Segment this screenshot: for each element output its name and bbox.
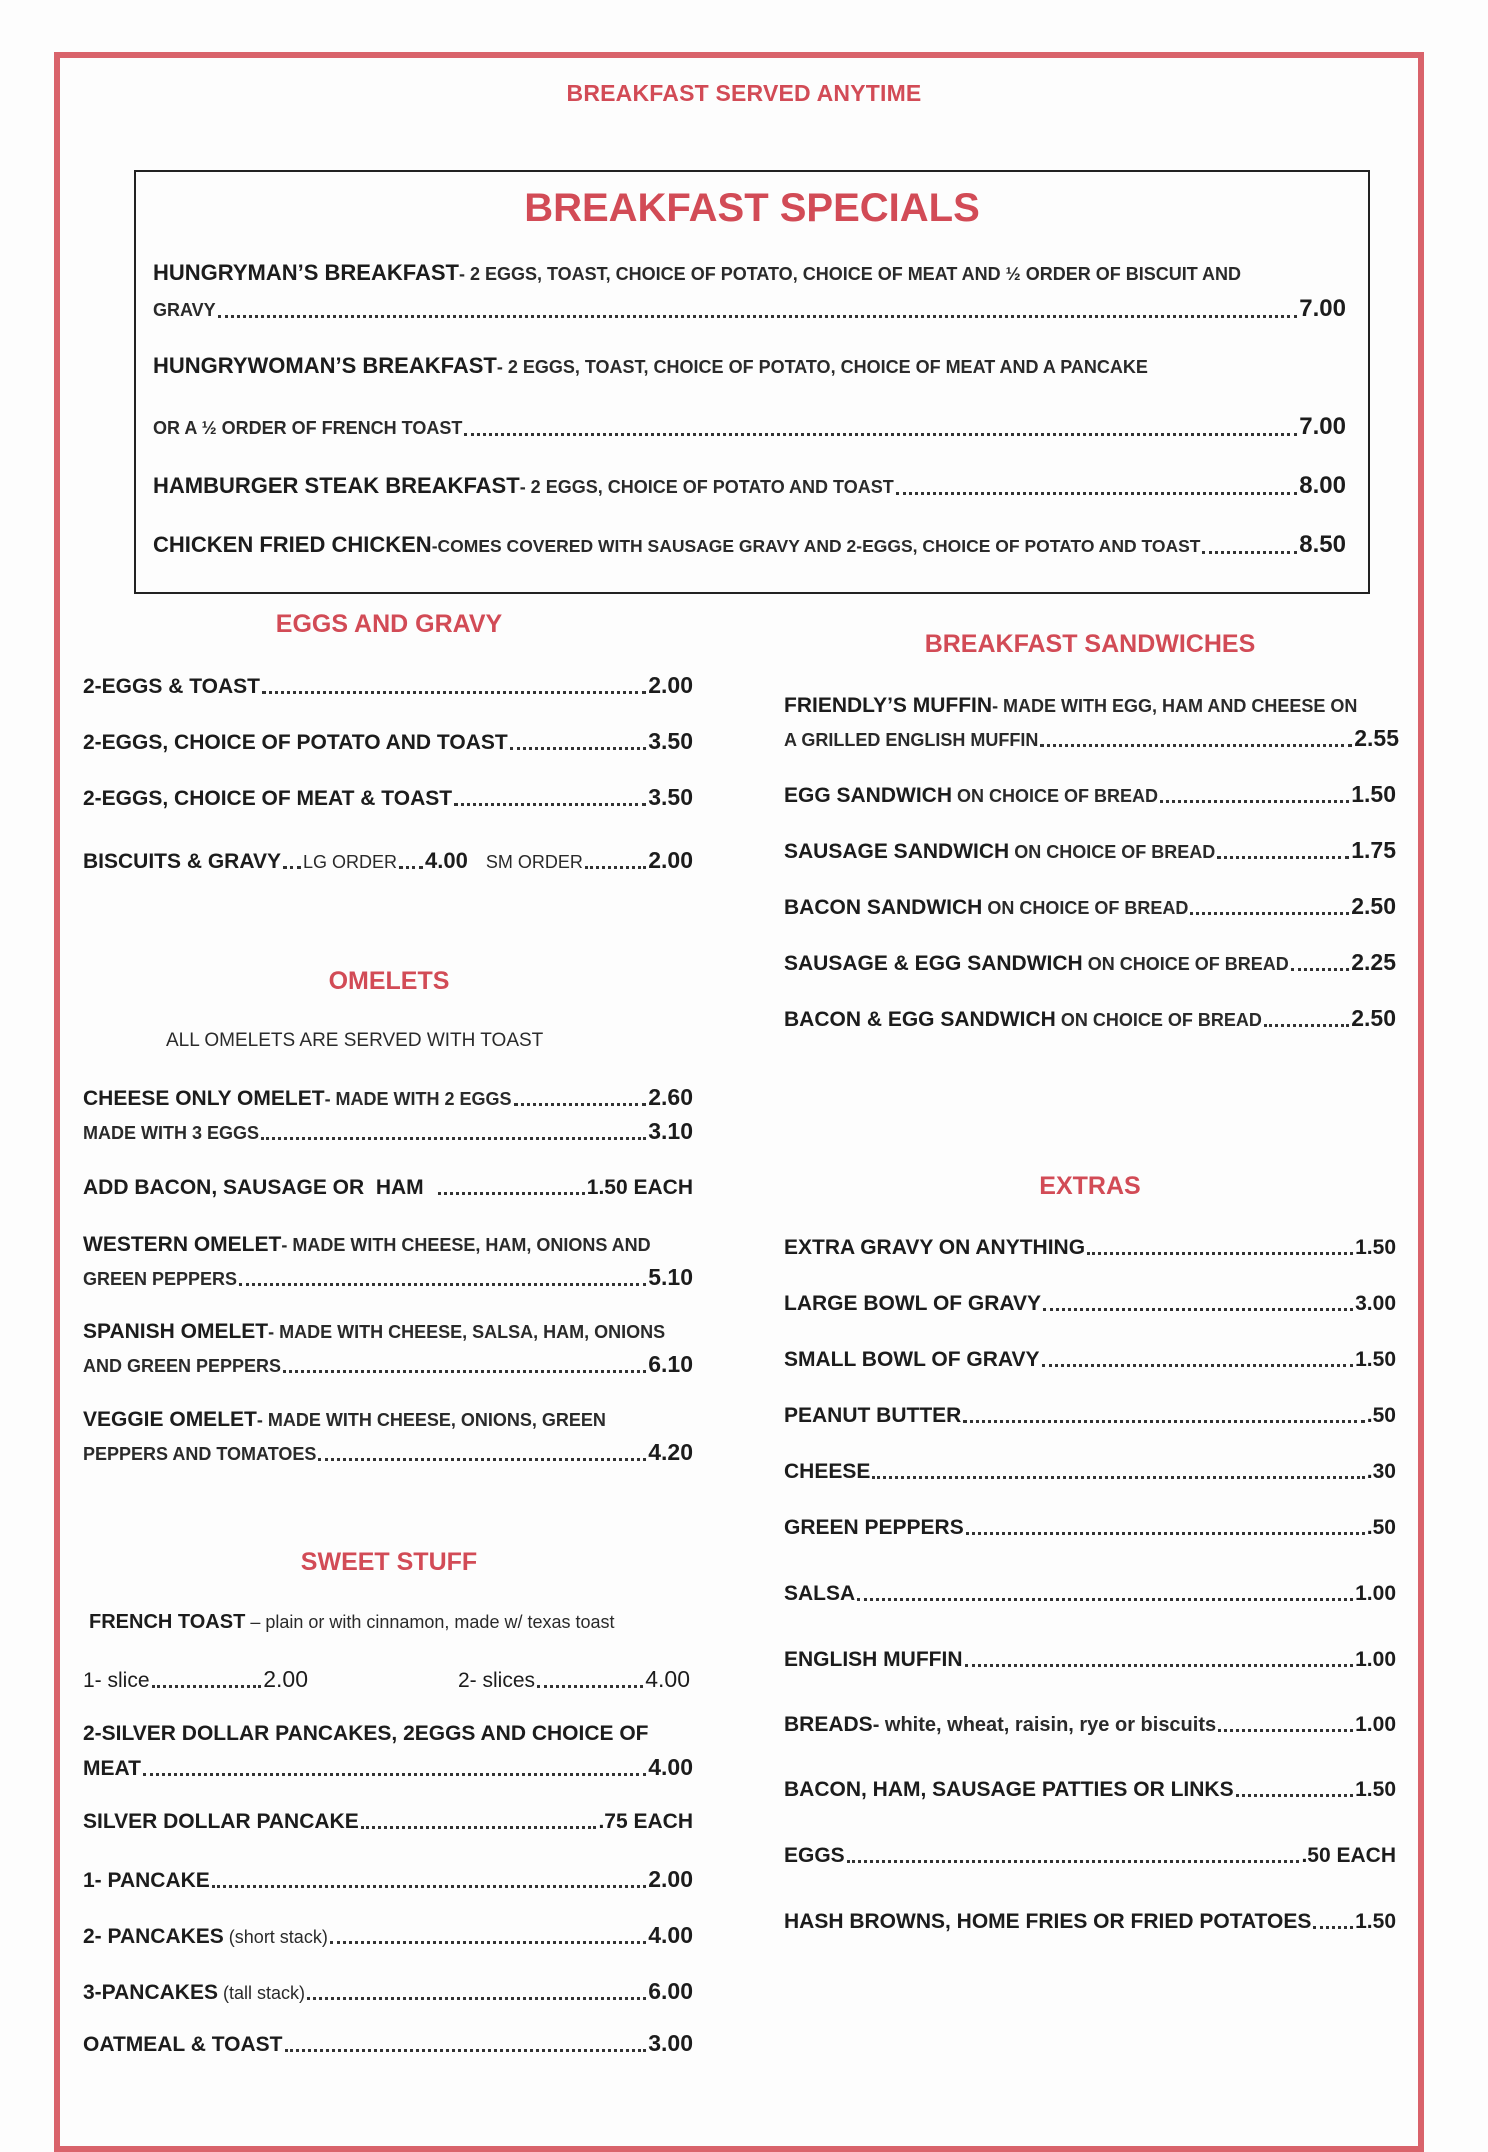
dot-leader (872, 1476, 1364, 1479)
item-name: SAUSAGE & EGG SANDWICH (784, 952, 1083, 975)
item-price: 3.50 (648, 784, 693, 810)
item-price: .30 (1366, 1460, 1396, 1483)
item-name: BISCUITS & GRAVY (83, 850, 281, 873)
item-price: 1.50 (1355, 1778, 1396, 1801)
dot-leader (239, 1283, 646, 1286)
item-name: BACON SANDWICH (784, 896, 983, 919)
item-price: 2.50 (1351, 1005, 1396, 1031)
menu-item-small-bowl-gravy (784, 1348, 1396, 1372)
item-price: 5.10 (648, 1264, 693, 1290)
item-name: BACON & EGG SANDWICH (784, 1008, 1056, 1031)
item-price: 6.10 (648, 1351, 693, 1377)
item-desc: GREEN PEPPERS (83, 1269, 238, 1289)
dot-leader (152, 1685, 262, 1688)
item-desc: OR A ½ ORDER OF FRENCH TOAST (153, 418, 463, 438)
menu-item-hungryman-price-line (153, 295, 1346, 323)
menu-item-hungryman (153, 260, 1241, 286)
menu-item-cheese-omelet-3-eggs (83, 1118, 693, 1145)
item-desc: (short stack) (223, 1927, 328, 1947)
sm-order-price: 2.00 (648, 847, 693, 873)
menu-item-cheese (784, 1460, 1396, 1484)
menu-item-bacon-ham-sausage (784, 1778, 1396, 1802)
item-price: 7.00 (1299, 413, 1346, 440)
menu-item-eggs-potato-toast (83, 728, 693, 755)
dot-leader (1202, 551, 1297, 554)
menu-item-salsa (784, 1582, 1396, 1606)
item-name: HUNGRYMAN’S BREAKFAST (153, 260, 459, 285)
menu-item-french-toast (89, 1611, 615, 1634)
item-name: 2- slices (458, 1669, 536, 1692)
menu-item-egg-sandwich (784, 781, 1396, 808)
item-price: 1.50 (1351, 781, 1396, 807)
item-name: 1- slice (83, 1669, 150, 1692)
item-name: 2-EGGS & TOAST (83, 675, 260, 698)
item-desc: -COMES COVERED WITH SAUSAGE GRAVY AND 2-EGGS, CHOICE OF POTATO AND TOAST (431, 536, 1201, 556)
item-price: 3.00 (648, 2030, 693, 2056)
item-price: 1.50 EACH (586, 1176, 693, 1199)
item-name: VEGGIE OMELET (83, 1408, 257, 1431)
menu-item-hungrywoman-price-line (153, 413, 1346, 441)
item-price: .50 EACH (1301, 1844, 1396, 1867)
item-price: 1.50 (1355, 1348, 1396, 1371)
item-price: 2.00 (648, 672, 693, 698)
item-price: 4.20 (648, 1439, 693, 1465)
item-price: 1.00 (1355, 1713, 1396, 1736)
item-price: 8.00 (1299, 472, 1346, 499)
item-price: 3.50 (648, 728, 693, 754)
item-price: 3.00 (1355, 1292, 1396, 1315)
menu-item-bacon-sandwich (784, 893, 1396, 920)
item-desc: - MADE WITH 2 EGGS (324, 1089, 512, 1109)
sm-order-label: SM ORDER (485, 852, 583, 872)
menu-item-spanish-omelet (83, 1320, 693, 1344)
omelets-note: ALL OMELETS ARE SERVED WITH TOAST (166, 1030, 544, 1051)
dot-leader (1218, 1729, 1353, 1732)
dot-leader (1087, 1252, 1353, 1255)
dot-leader (965, 1664, 1354, 1667)
menu-item-western-omelet (83, 1233, 693, 1257)
item-name: ADD BACON, SAUSAGE OR HAM (83, 1176, 424, 1199)
dot-leader (318, 1458, 646, 1461)
omelets-title: OMELETS (328, 967, 450, 995)
menu-item-add-meat (83, 1176, 693, 1200)
item-price: .50 (1366, 1516, 1396, 1539)
dot-leader (1043, 1308, 1353, 1311)
dot-leader (1042, 1364, 1354, 1367)
dot-leader (330, 1941, 646, 1944)
item-name: 3-PANCAKES (83, 1981, 218, 2004)
dot-leader (896, 492, 1298, 495)
dot-leader (261, 1137, 646, 1140)
item-name: ENGLISH MUFFIN (784, 1648, 963, 1671)
item-price: .50 (1366, 1404, 1396, 1427)
item-name: 2-SILVER DOLLAR PANCAKES, 2EGGS AND CHOICE OF (83, 1722, 649, 1745)
item-price: 2.55 (1354, 725, 1399, 751)
item-price: 4.00 (648, 1754, 693, 1780)
menu-item-silver-dollar-pancake (83, 1810, 693, 1834)
menu-item-sausage-sandwich (784, 837, 1396, 864)
item-name: EGG SANDWICH (784, 784, 952, 807)
menu-item-green-peppers (784, 1516, 1396, 1540)
item-name: SILVER DOLLAR PANCAKE (83, 1810, 359, 1833)
item-desc: - 2 EGGS, CHOICE OF POTATO AND TOAST (519, 477, 894, 497)
item-desc: - MADE WITH CHEESE, SALSA, HAM, ONIONS (268, 1322, 666, 1342)
menu-item-french-toast-1-slice (83, 1666, 308, 1693)
item-price: .75 EACH (598, 1810, 693, 1833)
menu-item-extra-gravy (784, 1236, 1396, 1260)
item-price: 2.60 (648, 1084, 693, 1110)
dot-leader (1160, 800, 1349, 803)
item-name: CHEESE ONLY OMELET (83, 1087, 325, 1110)
item-price: 3.10 (648, 1118, 693, 1144)
item-price: 1.75 (1351, 837, 1396, 863)
item-desc: GRAVY (153, 300, 216, 320)
item-desc: AND GREEN PEPPERS (83, 1356, 282, 1376)
item-name: HUNGRYWOMAN’S BREAKFAST (153, 353, 497, 378)
item-name: FRENCH TOAST (89, 1611, 246, 1633)
item-name: HASH BROWNS, HOME FRIES OR FRIED POTATOES (784, 1910, 1312, 1933)
menu-item-breads (784, 1713, 1396, 1737)
item-name: EXTRA GRAVY ON ANYTHING (784, 1236, 1086, 1259)
menu-item-cheese-omelet (83, 1084, 693, 1111)
dot-leader (262, 691, 646, 694)
item-desc: - MADE WITH CHEESE, ONIONS, GREEN (256, 1410, 606, 1430)
item-price: 1.00 (1355, 1648, 1396, 1671)
item-desc: A GRILLED ENGLISH MUFFIN (784, 730, 1039, 750)
menu-item-peanut-butter (784, 1404, 1396, 1428)
item-name: SAUSAGE SANDWICH (784, 840, 1010, 863)
dot-leader (1313, 1926, 1353, 1929)
lg-order-label: LG ORDER (302, 852, 397, 872)
menu-item-silver-dollar-meal-price-line (83, 1754, 693, 1781)
menu-item-veggie-omelet (83, 1408, 693, 1432)
item-desc: PEPPERS AND TOMATOES (83, 1444, 317, 1464)
menu-item-large-bowl-gravy (784, 1292, 1396, 1316)
dot-leader (510, 747, 647, 750)
item-name: MEAT (83, 1757, 141, 1780)
dot-leader (283, 866, 301, 869)
menu-item-3-pancakes (83, 1978, 693, 2005)
item-name: HAMBURGER STEAK BREAKFAST (153, 473, 520, 498)
dot-leader (285, 2049, 647, 2052)
item-desc: (tall stack) (217, 1983, 305, 2003)
dot-leader (585, 866, 646, 869)
item-desc: - 2 EGGS, TOAST, CHOICE OF POTATO, CHOICE OF MEAT AND A PANCAKE (496, 357, 1148, 377)
dot-leader (847, 1860, 1300, 1863)
dot-leader (307, 1997, 646, 2000)
item-price: 2.00 (263, 1666, 308, 1692)
dot-leader (1291, 968, 1350, 971)
item-name: CHICKEN FRIED CHICKEN (153, 532, 432, 557)
dot-leader (1190, 912, 1349, 915)
menu-item-eggs (784, 1844, 1396, 1868)
sweet-stuff-title: SWEET STUFF (300, 1548, 478, 1576)
dot-leader (212, 1885, 646, 1888)
item-name: CHEESE (784, 1460, 871, 1483)
menu-item-veggie-omelet-price-line (83, 1439, 693, 1466)
item-name: 2- PANCAKES (83, 1925, 224, 1948)
item-name: GREEN PEPPERS (784, 1516, 964, 1539)
item-name: BACON, HAM, SAUSAGE PATTIES OR LINKS (784, 1778, 1234, 1801)
item-desc: ON CHOICE OF BREAD (1082, 954, 1289, 974)
item-name: FRIENDLY’S MUFFIN (784, 694, 993, 717)
menu-item-friendlys-muffin (784, 694, 1399, 718)
dot-leader (1217, 856, 1349, 859)
item-desc: ON CHOICE OF BREAD (952, 786, 1159, 806)
dot-leader (537, 1685, 643, 1688)
item-name: 1- PANCAKE (83, 1869, 210, 1892)
breakfast-sandwiches-title: BREAKFAST SANDWICHES (924, 630, 1256, 658)
item-name: WESTERN OMELET (83, 1233, 282, 1256)
dot-leader (1236, 1794, 1354, 1797)
dot-leader (464, 433, 1297, 436)
item-name: LARGE BOWL OF GRAVY (784, 1292, 1042, 1315)
menu-item-bacon-egg-sandwich (784, 1005, 1396, 1032)
item-price: 2.00 (648, 1866, 693, 1892)
item-desc: ON CHOICE OF BREAD (1009, 842, 1216, 862)
menu-item-western-omelet-price-line (83, 1264, 693, 1291)
item-price: 1.00 (1355, 1582, 1396, 1605)
menu-item-spanish-omelet-price-line (83, 1351, 693, 1378)
menu-item-2-pancakes (83, 1922, 693, 1949)
menu-item-hamburger-steak (153, 472, 1346, 500)
item-name: OATMEAL & TOAST (83, 2033, 283, 2056)
menu-item-sausage-egg-sandwich (784, 949, 1396, 976)
item-desc: - MADE WITH EGG, HAM AND CHEESE ON (992, 696, 1358, 716)
dot-leader (1040, 744, 1352, 747)
dot-leader (361, 1826, 597, 1829)
menu-item-oatmeal-toast (83, 2030, 693, 2057)
menu-item-silver-dollar-meal (83, 1722, 693, 1746)
item-name: PEANUT BUTTER (784, 1404, 962, 1427)
item-name: SPANISH OMELET (83, 1320, 269, 1343)
breakfast-served-anytime-heading: BREAKFAST SERVED ANYTIME (566, 80, 922, 106)
item-desc: - 2 EGGS, TOAST, CHOICE OF POTATO, CHOICE OF MEAT AND ½ ORDER OF BISCUIT AND (458, 264, 1242, 284)
dot-leader (963, 1420, 1364, 1423)
menu-item-eggs-meat-toast (83, 784, 693, 811)
dot-leader (218, 315, 1298, 318)
item-name: EGGS (784, 1844, 845, 1867)
item-price: 2.50 (1351, 893, 1396, 919)
dot-leader (438, 1192, 585, 1195)
item-price: 1.50 (1355, 1236, 1396, 1259)
item-price: 8.50 (1299, 531, 1346, 558)
menu-item-chicken-fried-chicken (153, 531, 1346, 559)
extras-title: EXTRAS (1039, 1172, 1141, 1200)
item-price: 6.00 (648, 1978, 693, 2004)
menu-item-french-toast-2-slices (458, 1666, 690, 1693)
dot-leader (1264, 1024, 1349, 1027)
menu-item-biscuits-gravy (83, 847, 693, 874)
item-name: BREADS (784, 1713, 873, 1736)
item-desc: ON CHOICE OF BREAD (982, 898, 1189, 918)
dot-leader (857, 1598, 1353, 1601)
menu-item-friendlys-muffin-price-line (784, 725, 1399, 752)
item-name: SMALL BOWL OF GRAVY (784, 1348, 1040, 1371)
lg-order-price: 4.00 (425, 848, 468, 873)
item-price: 7.00 (1299, 295, 1346, 322)
dot-leader (454, 803, 646, 806)
menu-item-english-muffin (784, 1648, 1396, 1672)
menu-item-eggs-toast (83, 672, 693, 699)
item-name: 2-EGGS, CHOICE OF POTATO AND TOAST (83, 731, 508, 754)
item-desc: ON CHOICE OF BREAD (1055, 1010, 1262, 1030)
item-desc: MADE WITH 3 EGGS (83, 1123, 260, 1143)
item-price: 4.00 (648, 1922, 693, 1948)
dot-leader (399, 866, 423, 869)
menu-item-1-pancake (83, 1866, 693, 1893)
item-desc: – plain or with cinnamon, made w/ texas toast (245, 1612, 615, 1632)
item-price: 2.25 (1351, 949, 1396, 975)
dot-leader (966, 1532, 1365, 1535)
eggs-and-gravy-title: EGGS AND GRAVY (275, 610, 503, 638)
menu-item-hungrywoman (153, 353, 1148, 379)
item-price: 4.00 (645, 1666, 690, 1692)
item-desc: - white, wheat, raisin, rye or biscuits (872, 1714, 1217, 1736)
dot-leader (143, 1773, 646, 1776)
item-price: 1.50 (1355, 1910, 1396, 1933)
dot-leader (283, 1370, 646, 1373)
item-name: SALSA (784, 1582, 856, 1605)
item-name: 2-EGGS, CHOICE OF MEAT & TOAST (83, 787, 453, 810)
menu-item-hash-browns (784, 1910, 1396, 1934)
specials-title: BREAKFAST SPECIALS (524, 186, 980, 230)
item-desc: - MADE WITH CHEESE, HAM, ONIONS AND (281, 1235, 651, 1255)
dot-leader (514, 1103, 647, 1106)
